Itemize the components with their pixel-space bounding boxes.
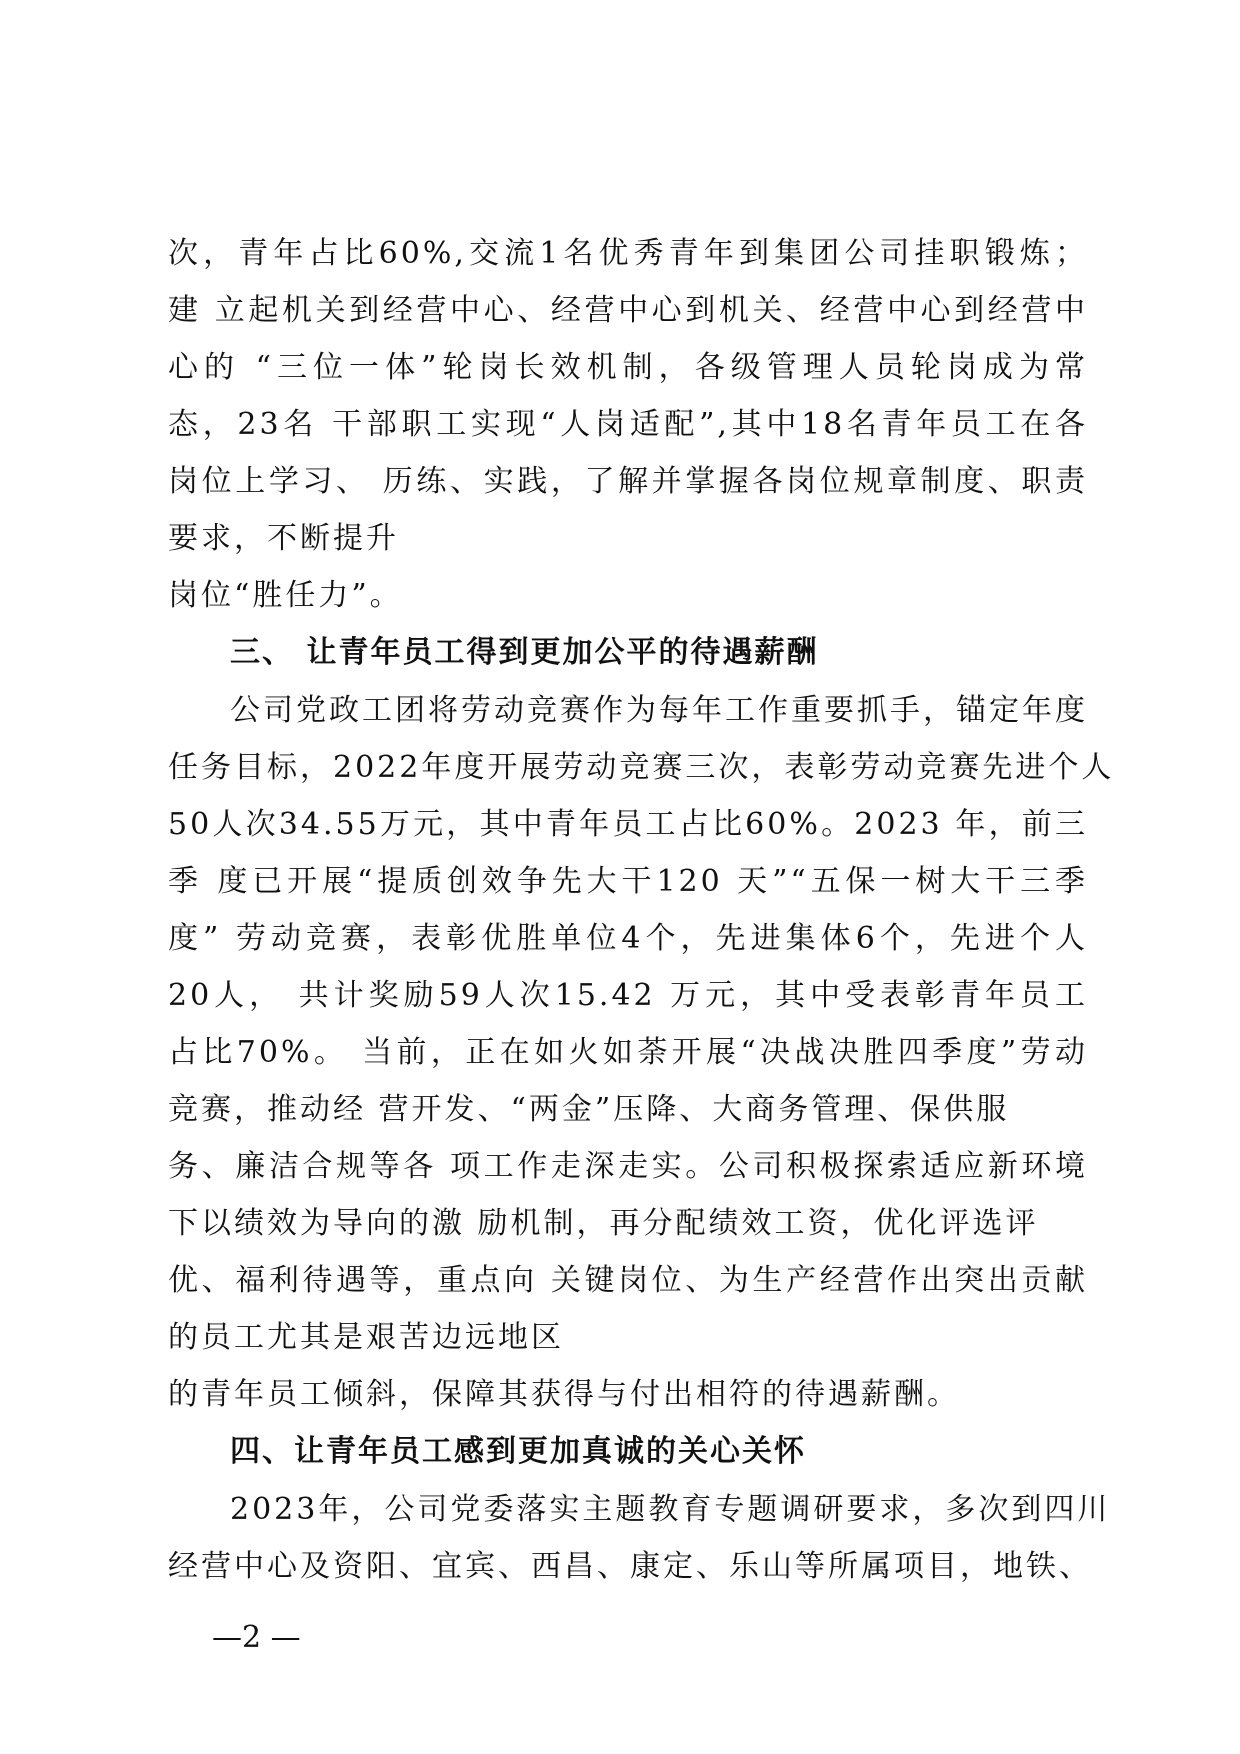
paragraph-line: 2023年，公司党委落实主题教育专题调研要求，多次到四川 <box>230 1492 1111 1527</box>
paragraph-line: 经营中心及资阳、宜宾、西昌、康定、乐山等所属项目，地铁、 <box>168 1549 1092 1584</box>
paragraph-line: 任务目标，2022年度开展劳动竞赛三次，表彰劳动竞赛先进个人 <box>168 750 1115 785</box>
paragraph-line: 心的 “三位一体”轮岗长效机制，各级管理人员轮岗成为常 <box>168 350 1088 385</box>
paragraph-line: 竞赛，推动经 营开发、“两金”压降、大商务管理、保供服 <box>168 1092 1010 1127</box>
paragraph-line: 公司党政工团将劳动竞赛作为每年工作重要抓手，锚定年度 <box>230 693 1088 728</box>
paragraph-line: 20人， 共计奖励59人次15.42 万元，其中受表彰青年员工 <box>168 978 1088 1013</box>
paragraph-line: 季 度已开展“提质创效争先大干120 天”“五保一树大干三季 <box>168 864 1088 899</box>
paragraph-line: 次，青年占比60%,交流1名优秀青年到集团公司挂职锻炼； <box>168 236 1088 271</box>
paragraph-line: 50人次34.55万元，其中青年员工占比60%。2023 年，前三 <box>168 807 1088 842</box>
paragraph-line: 优、福利待遇等，重点向 关键岗位、为生产经营作出突出贡献 <box>168 1263 1088 1298</box>
paragraph-line: 的青年员工倾斜，保障其获得与付出相符的待遇薪酬。 <box>168 1377 960 1412</box>
section-heading-4: 四、让青年员工感到更加真诚的关心关怀 <box>230 1434 806 1469</box>
paragraph-line: 岗位上学习、 历练、实践，了解并掌握各岗位规章制度、职责 <box>168 464 1088 499</box>
paragraph-line: 下以绩效为导向的激 励机制，再分配绩效工资，优化评选评 <box>168 1206 1039 1241</box>
paragraph-line: 要求，不断提升 <box>168 521 399 556</box>
paragraph-line: 务、廉洁合规等各 项工作走深走实。公司积极探索适应新环境 <box>168 1149 1088 1184</box>
paragraph-line: 占比70%。 当前，正在如火如荼开展“决战决胜四季度”劳动 <box>168 1035 1088 1070</box>
section-heading-3: 三、 让青年员工得到更加公平的待遇薪酬 <box>230 635 819 670</box>
paragraph-line: 岗位“胜任力”。 <box>168 578 403 613</box>
page-number: —2 — <box>212 1620 301 1655</box>
paragraph-line: 度” 劳动竞赛，表彰优胜单位4个，先进集体6个，先进个人 <box>168 921 1088 956</box>
paragraph-line: 的员工尤其是艰苦边远地区 <box>168 1320 564 1355</box>
paragraph-line: 态，23名 干部职工实现“人岗适配”,其中18名青年员工在各 <box>168 407 1088 442</box>
paragraph-line: 建 立起机关到经营中心、经营中心到机关、经营中心到经营中 <box>168 293 1088 328</box>
